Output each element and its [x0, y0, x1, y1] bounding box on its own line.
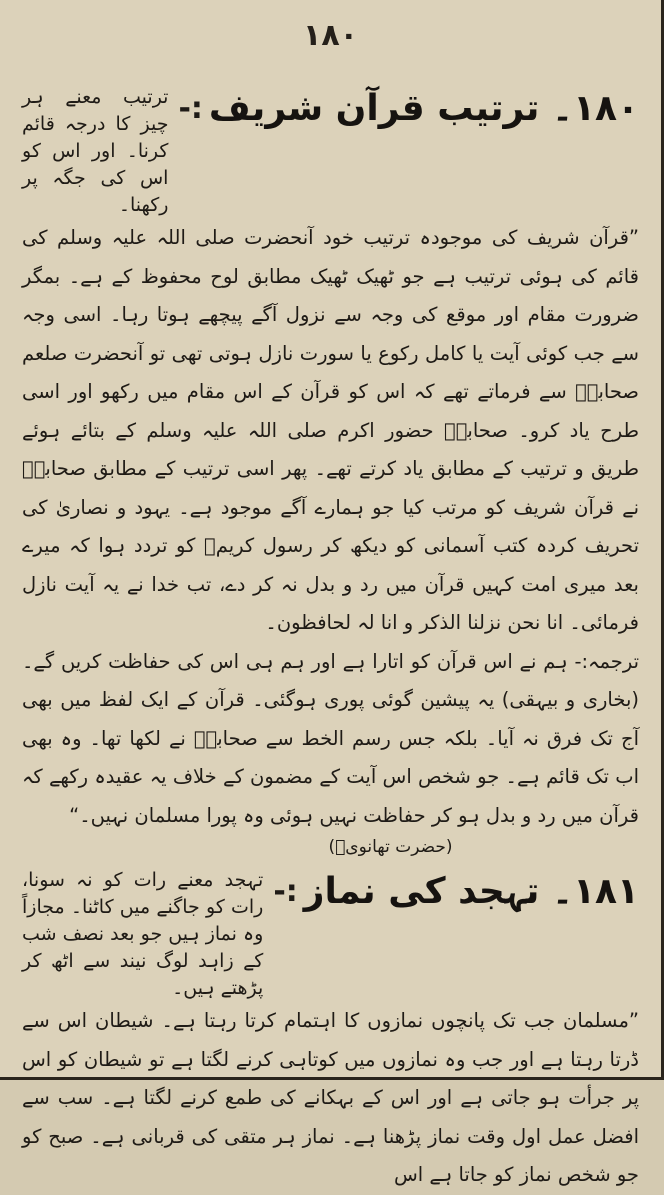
paragraph: ”مسلمان جب تک پانچوں نمازوں کا اہتمام کرتا رہتا ہے۔ شیطان اس سے ڈرتا رہتا ہے اور جب وہ نمازوں میں کوتاہی کرنے لگتا ہے تو شیطان کو اس پر جرأت ہو جاتی ہے اور اس کے بہکانے کی طمع کرنے لگتا ہے۔ سب سے افضل عمل اول وقت نماز پڑھنا ہے۔ نماز ہر متقی کی قربانی ہے۔ صبح کو جو شخص نماز کو جاتا ہے اس — [22, 1009, 639, 1186]
attribution: (حضرت تھانویؒ) — [328, 837, 453, 857]
section-heading-row — [22, 865, 639, 1002]
section-quran-arrangement — [22, 82, 639, 859]
paragraph: ”قرآن شریف کی موجودہ ترتیب خود آنحضرت صلی اللہ علیہ وسلم کی قائم کی ہوئی ترتیب ہے جو ٹھیک ٹھیک مطابق لوح محفوظ کے ہے۔ بمگر ضرورت مقام اور موقع کی وجہ سے نزول آگے پیچھے ہوتا رہا۔ اسی وجہ سے جب کوئی آیت یا کامل رکوع یا سورت نازل ہوتی تھی تو آنحضرت صلعم صحابہؓ سے فرماتے تھے کہ اس کو قرآن کے اس مقام میں رکھو اور اسی طرح یاد کرو۔ صحابہؓ حضور اکرم صلی اللہ علیہ وسلم کے بتائے ہوئے طریق و ترتیب کے مطابق یاد کرتے تھے۔ پھر اسی ترتیب کے مطابق صحابہؓ نے قرآن شریف کو مرتب کیا جو ہمارے آگے موجود ہے۔ یہود و نصاریٰ کی تحریف کردہ کتب آسمانی کو دیکھ کر رسول کریمؐ کو تردد ہوا کہ میرے بعد میری امت کہیں قرآن میں رد و بدل نہ کر دے، تب خدا نے یہ آیت نازل فرمائی۔ انا نحن نزلنا الذکر و انا لہ لحافظون۔ — [22, 226, 639, 634]
section-heading: ۱۸۱۔ تہجد کی نماز — [303, 871, 639, 912]
heading-colon: :- — [178, 91, 203, 126]
section-heading: ۱۸۰۔ ترتیب قرآن شریف — [208, 88, 639, 129]
heading-colon: :- — [273, 874, 298, 909]
section-heading-row — [22, 82, 639, 219]
page-number: ۱۸۰ — [303, 18, 358, 53]
heading-definition: تہجد معنے رات کو نہ سونا، رات کو جاگنے میں کاٹنا۔ مجازاً وہ نماز ہیں جو بعد نصف شب کے زاہد لوگ نیند سے اٹھ کر پڑھتے ہیں۔ — [22, 869, 264, 999]
section-tahajjud-prayer — [22, 865, 639, 1195]
page-body — [22, 82, 639, 1186]
paragraph: ترجمہ:- ہم نے اس قرآن کو اتارا ہے اور ہم ہی اس کی حفاظت کریں گے۔ (بخاری و بیہقی) یہ پیشین گوئی پوری ہوگئی۔ قرآن کے ایک لفظ میں بھی آج تک فرق نہ آیا۔ بلکہ جس رسم الخط سے صحابہؓ نے لکھا تھا۔ وہ بھی اب تک قائم ہے۔ جو شخص اس آیت کے مضمون کے خلاف یہ عقیدہ رکھے کہ قرآن میں رد و بدل ہو کر حفاظت نہیں ہوئی وہ پورا مسلمان نہیں۔“ — [22, 649, 639, 827]
heading-definition: ترتیب معنے ہر چیز کا درجہ قائم کرنا۔ اور اس کو اس کی جگہ پر رکھنا۔ — [22, 86, 169, 216]
